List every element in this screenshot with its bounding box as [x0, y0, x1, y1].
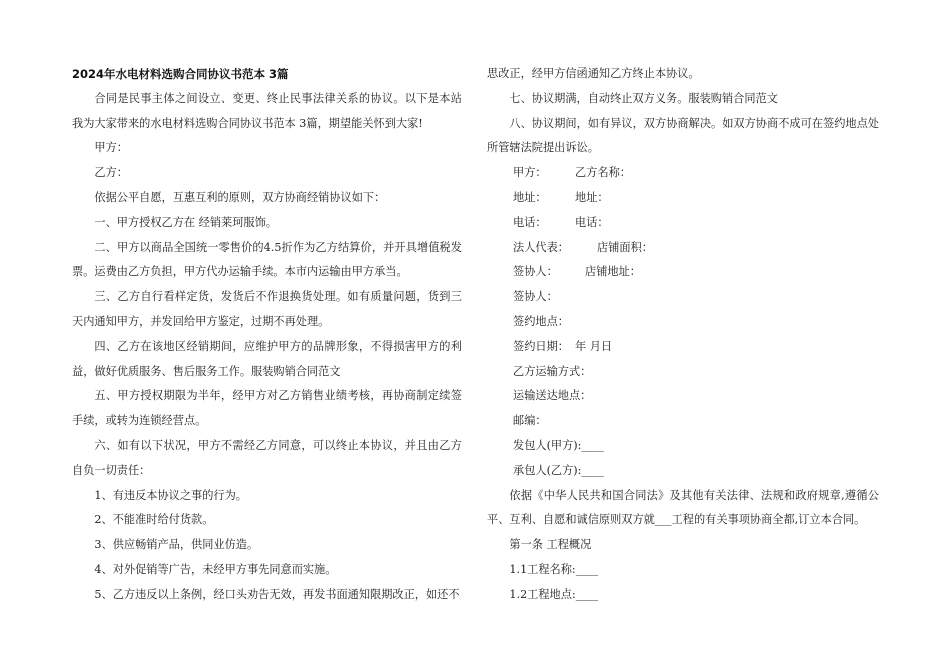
- sign-row: [487, 459, 879, 484]
- paragraph: 二、甲方以商品全国统一零售价的4.5折作为乙方结算价，并开具增值税发票。运费由乙方负担，甲方代办运输手续。本市内运输由甲方承当。: [72, 240, 462, 279]
- sign-field-label: 签约日期：: [513, 339, 569, 353]
- sign-row: [487, 161, 879, 186]
- sign-row: [487, 360, 879, 385]
- sign-row: [487, 236, 879, 261]
- paragraph: 一、甲方授权乙方在 经销莱珂服饰。: [94, 215, 277, 229]
- paragraph: 依据《中华人民共和国合同法》及其他有关法律、法规和政府规章,遵循公平、互利、自愿和诚信原则双方就___工程的有关事项协商全都,订立本合同。: [487, 488, 879, 527]
- sign-row: [487, 260, 879, 285]
- sign-row: [487, 409, 879, 434]
- paragraph: 依据公平自愿，互惠互利的原则，双方协商经销协议如下：: [94, 190, 386, 204]
- paragraph: 四、乙方在该地区经销期间，应维护甲方的品牌形象，不得损害甲方的利益，做好优质服务、售后服务工作。服装购销合同范文: [72, 339, 462, 378]
- paragraph: 思改正，经甲方信函通知乙方终止本协议。: [487, 67, 700, 80]
- paragraph: 1.1工程名称:____: [509, 562, 599, 576]
- sign-field-label: 乙方名称：: [575, 166, 631, 180]
- paragraph: 5、乙方违反以上条例，经口头劝告无效，再发书面通知限期改正，如还不: [94, 587, 460, 601]
- paragraph: 甲方：: [94, 141, 128, 155]
- sign-row: [487, 434, 879, 459]
- paragraph: 七、协议期满，自动终止双方义务。服装购销合同范文: [509, 91, 778, 105]
- sign-field-label: 签约地点：: [513, 314, 569, 328]
- left-column: [72, 62, 462, 608]
- paragraph: 六、如有以下状况，甲方不需经乙方同意，可以终止本协议，并且由乙方自负一切责任：: [72, 438, 462, 477]
- sign-row: [487, 211, 879, 236]
- sign-row: [487, 335, 879, 360]
- sign-field-label: 邮编：: [513, 414, 547, 428]
- paragraph: 2、不能准时给付货款。: [94, 513, 214, 527]
- sign-field-label: 甲方：: [513, 166, 547, 180]
- sign-row: [487, 186, 879, 211]
- sign-row: [487, 285, 879, 310]
- sign-field-label: 地址：: [575, 190, 609, 204]
- sign-field-label: 地址：: [513, 190, 547, 204]
- sign-field-label: 承包人(乙方):____: [513, 463, 604, 477]
- paragraph: 1、有违反本协议之事的行为。: [94, 488, 247, 502]
- paragraph: 八、协议期间，如有异议，双方协商解决。如双方协商不成可在签约地点处所管辖法院提出诉讼。: [487, 116, 879, 155]
- paragraph: 1.2工程地点:____: [509, 587, 599, 601]
- paragraph: 乙方：: [94, 166, 128, 180]
- sign-field-label: 法人代表：: [513, 240, 569, 254]
- sign-field-label: 店铺地址：: [585, 265, 641, 279]
- section-heading: 第一条 工程概况: [509, 538, 592, 552]
- sign-row: [487, 384, 879, 409]
- sign-field-label: 电话：: [575, 215, 609, 229]
- sign-row: [487, 310, 879, 335]
- paragraph: 五、甲方授权期限为半年，经甲方对乙方销售业绩考核，再协商制定续签手续，或转为连锁经营点。: [72, 389, 462, 428]
- sign-field-label: 电话：: [513, 215, 547, 229]
- paragraph: 三、乙方自行看样定货，发货后不作退换货处理。如有质量问题，货到三天内通知甲方，并发回给甲方鉴定，过期不再处理。: [72, 290, 462, 328]
- sign-field-label: 店铺面积：: [597, 240, 653, 254]
- sign-field-label: 签协人：: [513, 265, 558, 279]
- sign-field-label: 年 月日: [575, 339, 613, 353]
- paragraph: 合同是民事主体之间设立、变更、终止民事法律关系的协议。以下是本站我为大家带来的水电材料选购合同协议书范本 3篇，期望能关怀到大家!: [72, 91, 462, 130]
- sign-field-label: 运输送达地点：: [513, 389, 592, 403]
- document-title: 2024年水电材料选购合同协议书范本 3篇: [72, 67, 289, 81]
- paragraph: 3、供应畅销产品，供同业仿造。: [94, 538, 259, 552]
- right-column: [487, 62, 879, 608]
- paragraph: 4、对外促销等广告，未经甲方事先同意而实施。: [94, 562, 337, 576]
- sign-field-label: 乙方运输方式：: [513, 364, 592, 378]
- sign-field-label: 发包人(甲方):____: [513, 438, 604, 452]
- sign-field-label: 签协人：: [513, 290, 558, 304]
